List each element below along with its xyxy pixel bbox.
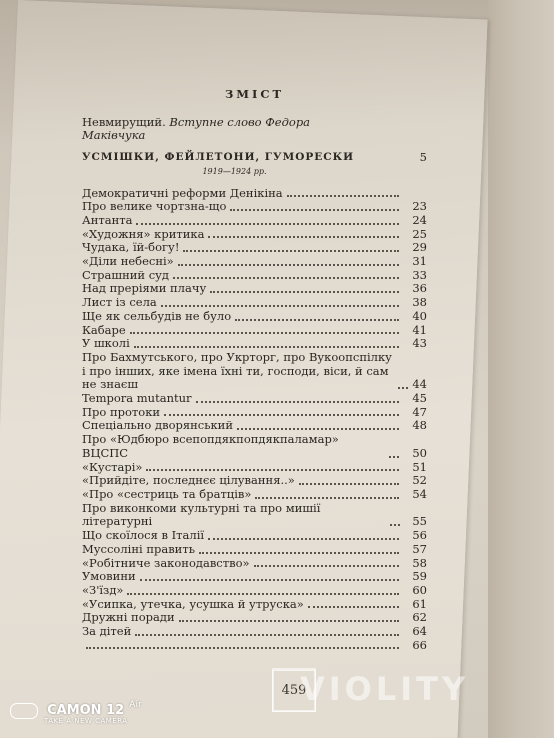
toc-entry-page: 60: [412, 582, 427, 597]
toc-entry-title: Умовини: [82, 569, 136, 584]
toc-entry-page: 36: [412, 281, 427, 296]
toc-entry-title: У школі: [82, 336, 130, 351]
toc-entry: [82, 529, 427, 543]
toc-entry-title: Над преріями плачу: [82, 281, 207, 296]
toc-entry-page: 40: [412, 308, 427, 323]
toc-entry-page: 57: [412, 541, 427, 556]
watermark-text: VIOLITY: [300, 670, 470, 708]
toc-leader-dots: [308, 606, 399, 608]
toc-entry-title: Tempora mutantur: [82, 391, 192, 406]
toc-leader-dots: [196, 401, 399, 403]
section-title: УСМІШКИ, ФЕЙЛЕТОНИ, ГУМОРЕСКИ: [82, 151, 355, 164]
toc-entry: [82, 296, 427, 310]
intro-text: [82, 116, 342, 143]
toc-entry-page: 23: [412, 199, 427, 214]
toc-entry: [82, 502, 427, 529]
toc-leader-dots: [230, 209, 399, 211]
toc-entry: [82, 461, 427, 475]
toc-entry-page: 41: [412, 322, 427, 337]
toc-entry: [82, 625, 427, 639]
section-row: [82, 147, 427, 165]
toc-entry-title: «Художня» критика: [82, 226, 205, 241]
toc-entry-page: 64: [412, 624, 427, 639]
toc-leader-dots: [183, 250, 399, 252]
toc-entry: [82, 324, 427, 338]
toc-entry-page: 48: [412, 418, 427, 433]
toc-entry-page: 44: [412, 377, 427, 392]
toc-leader-dots: [135, 634, 399, 636]
toc-entry-title: «Робітниче законодавство»: [82, 555, 250, 570]
toc-entry-page: 50: [412, 445, 427, 460]
toc-entry: [82, 351, 427, 392]
toc-entry-page: 29: [412, 240, 427, 255]
toc-entry-title: Що скоїлося в Італії: [82, 528, 205, 543]
toc-leader-dots: [161, 305, 399, 307]
toc-leader-dots: [208, 236, 399, 238]
toc-entry: [82, 433, 427, 460]
toc-entry-title: Спеціально дворянський: [82, 418, 233, 433]
toc-entry-title: Антанта: [82, 212, 133, 227]
toc-entry-title: Кабаре: [82, 322, 126, 337]
toc-leader-dots: [210, 291, 399, 293]
toc-entry-page: 56: [412, 528, 427, 543]
toc-leader-dots: [287, 195, 399, 197]
toc-leader-dots: [398, 387, 408, 389]
toc-entry-title: Чудака, їй-богу!: [82, 240, 180, 255]
toc-entry: [82, 214, 427, 228]
toc-leader-dots: [208, 538, 399, 540]
toc-entry-page: 38: [412, 295, 427, 310]
toc-entry-page: 45: [412, 391, 427, 406]
toc-entry-page: 47: [412, 404, 427, 419]
toc-entry-title: Демократичні реформи Денікіна: [82, 185, 283, 200]
toc-leader-dots: [389, 456, 399, 458]
toc-entry-title: Муссоліні править: [82, 541, 195, 556]
toc-leader-dots: [130, 332, 399, 334]
toc-leader-dots: [255, 497, 399, 499]
toc-entry-title: Про протоки: [82, 404, 161, 419]
toc-leader-dots: [173, 277, 399, 279]
page-title: ЗМІСТ: [224, 87, 285, 101]
camera-brand: CAMON 12: [47, 703, 125, 718]
toc-leader-dots: [179, 620, 399, 622]
toc-entry: [82, 337, 427, 351]
toc-entry-page: 66: [412, 637, 427, 652]
toc-entry-page: 62: [412, 610, 427, 625]
camera-tagline: TAKE A NEW CAMERA: [44, 717, 128, 725]
toc-entry-page: 43: [412, 336, 427, 351]
toc-entry: [82, 419, 427, 433]
toc-leader-dots: [178, 264, 399, 266]
toc-entry-page: 52: [412, 473, 427, 488]
toc-entry-page: 31: [412, 254, 427, 269]
toc-leader-dots: [146, 469, 399, 471]
toc-entry: [82, 200, 427, 214]
toc-entry-page: 61: [412, 596, 427, 611]
toc-entry-title: За дітей: [82, 624, 132, 639]
toc-entry: [82, 543, 427, 557]
toc-entry: [82, 611, 427, 625]
toc-entry-title: Ще як сельбудів не було: [82, 308, 232, 323]
intro-page: 5: [419, 150, 427, 165]
toc-entry-title: Страшний суд: [82, 267, 170, 282]
entry-list: [82, 187, 427, 653]
toc-entry: [82, 241, 427, 255]
toc-entry: [82, 406, 427, 420]
toc-entry-title: Про велике чортзна-що: [82, 199, 227, 214]
toc-leader-dots: [254, 565, 399, 567]
toc-entry: [82, 187, 427, 201]
toc-leader-dots: [199, 552, 399, 554]
toc-entry: [82, 269, 427, 283]
toc-entry: [82, 570, 427, 584]
toc-leader-dots: [134, 346, 399, 348]
toc-entry-page: 24: [412, 212, 427, 227]
toc-entry: [82, 474, 427, 488]
toc-entry: [82, 255, 427, 269]
toc-entry-title: «Про «сестриць та братців»: [82, 486, 252, 501]
toc-entry-title: Про «Юдбюро всепопдякпопдякпаламар» ВЦСПС: [82, 432, 339, 460]
toc-leader-dots: [136, 223, 399, 225]
toc-leader-dots: [86, 647, 399, 649]
toc-entry-page: 33: [412, 267, 427, 282]
page-number: 459: [272, 670, 316, 712]
toc-entry: [82, 598, 427, 612]
toc-entry: [82, 488, 427, 502]
intro-entry: [82, 116, 427, 143]
toc-entry: [82, 282, 427, 296]
toc-entry-page: 58: [412, 555, 427, 570]
toc-entry-title: «Кустарі»: [82, 459, 143, 474]
toc-leader-dots: [299, 483, 399, 485]
toc-entry-page: 55: [412, 514, 427, 529]
toc-entry-page: 59: [412, 569, 427, 584]
toc-leader-dots: [237, 428, 399, 430]
toc-entry-title: Про виконкоми культурні та про мишії літературні: [82, 500, 321, 529]
toc-entry-title: «Прийдіте, последнєє цілування..»: [82, 473, 295, 488]
toc-entry-title: Про Бахмутського, про Укрторг, про Вукоопспілку і про інших, яке імена їхні ти, господи, віси, й сам не знаєш: [82, 349, 392, 392]
toc-leader-dots: [127, 593, 399, 595]
camera-logo-icon: [10, 703, 38, 719]
toc-leader-dots: [140, 579, 399, 581]
toc-entry: [82, 310, 427, 324]
camera-model: Air: [129, 700, 142, 710]
toc-entry: [82, 228, 427, 242]
toc-entry-title: Лист із села: [82, 295, 157, 310]
toc-leader-dots: [235, 319, 399, 321]
book-spine: [488, 0, 554, 738]
toc-entry: [82, 584, 427, 598]
toc-leader-dots: [390, 524, 400, 526]
toc-entry-title: Дружні поради: [82, 610, 175, 625]
section-years: 1919—1924 рр.: [202, 166, 267, 176]
toc-entry-title: «Усипка, утечка, усушка й утруска»: [82, 596, 304, 611]
toc-entry-page: 54: [412, 486, 427, 501]
intro-title: Невмирущий.: [82, 114, 166, 129]
toc-entry-page: 51: [412, 459, 427, 474]
toc-entry: [82, 639, 427, 653]
camera-stamp: [10, 700, 142, 725]
toc-entry-title: «З'їзд»: [82, 582, 124, 597]
toc-entry-page: 25: [412, 226, 427, 241]
toc-entry-title: «Діли небесні»: [82, 254, 174, 269]
table-of-contents: [82, 88, 427, 652]
toc-entry: [82, 392, 427, 406]
intro-subtitle: Вступне слово Федора Маківчука: [82, 114, 311, 143]
toc-leader-dots: [164, 414, 399, 416]
toc-entry: [82, 557, 427, 571]
